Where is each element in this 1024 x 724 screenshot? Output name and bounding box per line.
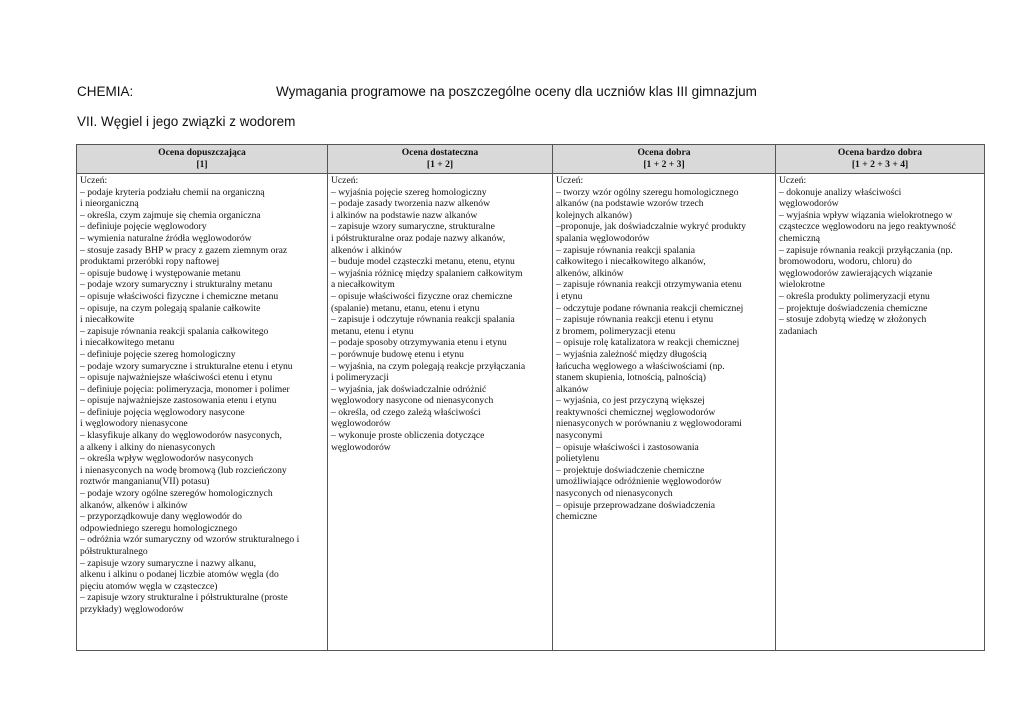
list-item: – podaje kryteria podziału chemii na organiczną i nieorganiczną [80, 186, 265, 210]
list-item: – podaje wzory sumaryczne i strukturalne etenu i etynu [80, 360, 293, 372]
column-header-grade-1 [77, 145, 328, 174]
list-item: – projektuje doświadczenia chemiczne [779, 302, 928, 314]
list-item: – wyjaśnia, na czym polegają reakcje przyłączania i polimeryzacji [331, 360, 526, 384]
list-item: – opisuje, na czym polegają spalanie całkowite i niecałkowite [80, 302, 261, 326]
grade-name: Ocena dostateczna [401, 147, 479, 158]
requirements-cell [328, 174, 553, 651]
list-item: – definiuje pojęcie węglowodory [80, 221, 207, 233]
list-item: – zapisuje równania reakcji spalania całkowitego i niecałkowitego metanu [80, 325, 269, 349]
list-item: – zapisuje równania reakcji przyłączania (np. bromowodoru, wodoru, chloru) do węglowodorów zawierających wiązanie wielokrotne [779, 244, 953, 291]
list-item: – wykonuje proste obliczenia dotyczące węglowodorów [331, 430, 485, 453]
list-item: – opisuje przeprowadzane doświadczenia chemiczne [556, 499, 716, 523]
requirements-list [80, 187, 324, 616]
list-item: – definiuje pojęcia: polimeryzacja, monomer i polimer [80, 383, 290, 395]
grade-level: [1 + 2 + 3 + 4] [851, 159, 909, 170]
subject-label: CHEMIA: [77, 84, 134, 99]
list-item: – wyjaśnia, co jest przyczyną większej reaktywności chemicznej węglowodorów nienasyconych w porównaniu z węglowodorami nasyconymi [556, 395, 742, 442]
list-item: – odczytuje podane równania reakcji chemicznej [556, 302, 744, 314]
list-item: – zapisuje i odczytuje równania reakcji spalania metanu, etenu i etynu [331, 314, 515, 337]
list-item: – stosuje zdobytą wiedzę w złożonych zadaniach [779, 314, 927, 337]
list-item: – definiuje pojęcie szereg homologiczny [80, 348, 236, 360]
requirements-list [779, 187, 981, 338]
grade-name: Ocena dopuszczająca [158, 147, 246, 158]
list-item: – wyjaśnia pojęcie szereg homologiczny [331, 186, 487, 198]
list-item: – zapisuje równania reakcji spalania całkowitego i niecałkowitego alkanów, alkenów, alkinów [556, 244, 706, 279]
list-item: – definiuje pojęcia węglowodory nasycone i węglowodory nienasycone [80, 406, 245, 430]
list-item: – odróżnia wzór sumaryczny od wzorów strukturalnego i półstrukturalnego [80, 534, 300, 557]
requirements-list [331, 187, 549, 454]
list-item: – tworzy wzór ogólny szeregu homologicznego alkanów (na podstawie wzorów trzech kolejnych alkanów) [556, 186, 739, 221]
grade-level: [1 + 2] [426, 159, 454, 170]
list-item: – podaje wzory ogólne szeregów homologicznych alkanów, alkenów i alkinów [80, 488, 273, 511]
list-item: – opisuje właściwości fizyczne i chemiczne metanu [80, 290, 279, 302]
list-item: – opisuje najważniejsze właściwości etenu i etynu [80, 372, 273, 384]
list-item: – przyporządkowuje dany węglowodór do odpowiedniego szeregu homologicznego [80, 511, 242, 534]
column-header-grade-4 [776, 145, 985, 174]
column-header-grade-3 [553, 145, 776, 174]
list-item: – określa, czym zajmuje się chemia organiczna [80, 209, 261, 221]
list-item: – zapisuje równania reakcji etenu i etynu z bromem, polimeryzacji etenu [556, 314, 714, 337]
list-item: – podaje wzory sumaryczny i strukturalny metanu [80, 279, 273, 291]
list-item: – zapisuje równania reakcji otrzymywania etenu i etynu [556, 279, 742, 302]
grade-level: [1 + 2 + 3] [643, 159, 685, 170]
requirements-list [556, 187, 772, 523]
list-item: – zapisuje wzory sumaryczne i nazwy alkanu, alkenu i alkinu o podanej liczbie atomów węgla (do pięciu atomów węgla w cząsteczce) [80, 557, 279, 592]
list-item: – opisuje budowę i występowanie metanu [80, 267, 241, 279]
requirements-cell [77, 174, 328, 651]
list-item: – wymienia naturalne źródła węglowodorów [80, 232, 252, 244]
pupil-intro: Uczeń: [80, 175, 108, 186]
list-item: – projektuje doświadczenie chemiczne umożliwiające odróżnienie węglowodorów nasyconych od nienasyconych [556, 464, 722, 500]
table-header-row [77, 145, 985, 174]
pupil-intro: Uczeń: [779, 175, 807, 186]
list-item: – określa produkty polimeryzacji etynu [779, 290, 930, 302]
list-item: – wyjaśnia zależność między długością łańcucha węglowego a właściwościami (np. stanem skupienia, lotnością, palnością) alkanów [556, 348, 725, 395]
list-item: – porównuje budowę etenu i etynu [331, 348, 464, 360]
requirements-cell [553, 174, 776, 651]
list-item: – określa wpływ węglowodorów nasyconych i nienasyconych na wodę bromową (lub rozcieńczony roztwór manganianu(VII) potasu) [80, 453, 287, 488]
list-item: – opisuje właściwości i zastosowania polietylenu [556, 441, 699, 465]
list-item: – buduje model cząsteczki metanu, etenu, etynu [331, 256, 515, 268]
page-title: Wymagania programowe na poszczególne oceny dla uczniów klas III gimnazjum [276, 84, 757, 99]
list-item: – opisuje właściwości fizyczne oraz chemiczne (spalanie) metanu, etanu, etenu i etynu [331, 290, 513, 314]
list-item: – opisuje najważniejsze zastosowania etenu i etynu [80, 395, 277, 407]
table-row [77, 174, 985, 651]
list-item: – wyjaśnia różnicę między spalaniem całkowitym a niecałkowitym [331, 267, 523, 291]
list-item: –proponuje, jak doświadczalnie wykryć produkty spalania węglowodorów [556, 221, 746, 244]
requirements-table [76, 144, 985, 651]
requirements-cell [776, 174, 985, 651]
list-item: – zapisuje wzory sumaryczne, strukturalne i półstrukturalne oraz podaje nazwy alkanów, alkenów i alkinów [331, 221, 506, 256]
list-item: – zapisuje wzory strukturalne i półstrukturalne (proste przykłady) węglowodorów [80, 592, 288, 615]
list-item: – stosuje zasady BHP w pracy z gazem ziemnym oraz produktami przeróbki ropy naftowej [80, 244, 288, 268]
grade-name: Ocena bardzo dobra [837, 147, 923, 158]
grade-name: Ocena dobra [637, 147, 691, 158]
list-item: – opisuje rolę katalizatora w reakcji chemicznej [556, 337, 740, 349]
list-item: – klasyfikuje alkany do węglowodorów nasyconych, a alkeny i alkiny do nienasyconych [80, 430, 282, 453]
list-item: – dokonuje analizy właściwości węglowodorów [779, 186, 902, 210]
column-header-grade-2 [328, 145, 553, 174]
list-item: – określa, od czego zależą właściwości węglowodorów [331, 406, 481, 430]
grade-level: [1] [196, 159, 208, 170]
list-item: – wyjaśnia, jak doświadczalnie odróżnić węglowodory nasycone od nienasyconych [331, 383, 494, 407]
list-item: – wyjaśnia wpływ wiązania wielokrotnego w cząsteczce węglowodoru na jego reaktywność chemiczną [779, 209, 956, 244]
section-title: VII. Węgiel i jego związki z wodorem [77, 114, 296, 129]
list-item: – podaje zasady tworzenia nazw alkenów i alkinów na podstawie nazw alkanów [331, 198, 491, 221]
pupil-intro: Uczeń: [331, 175, 359, 186]
pupil-intro: Uczeń: [556, 175, 584, 186]
list-item: – podaje sposoby otrzymywania etenu i etynu [331, 337, 507, 349]
